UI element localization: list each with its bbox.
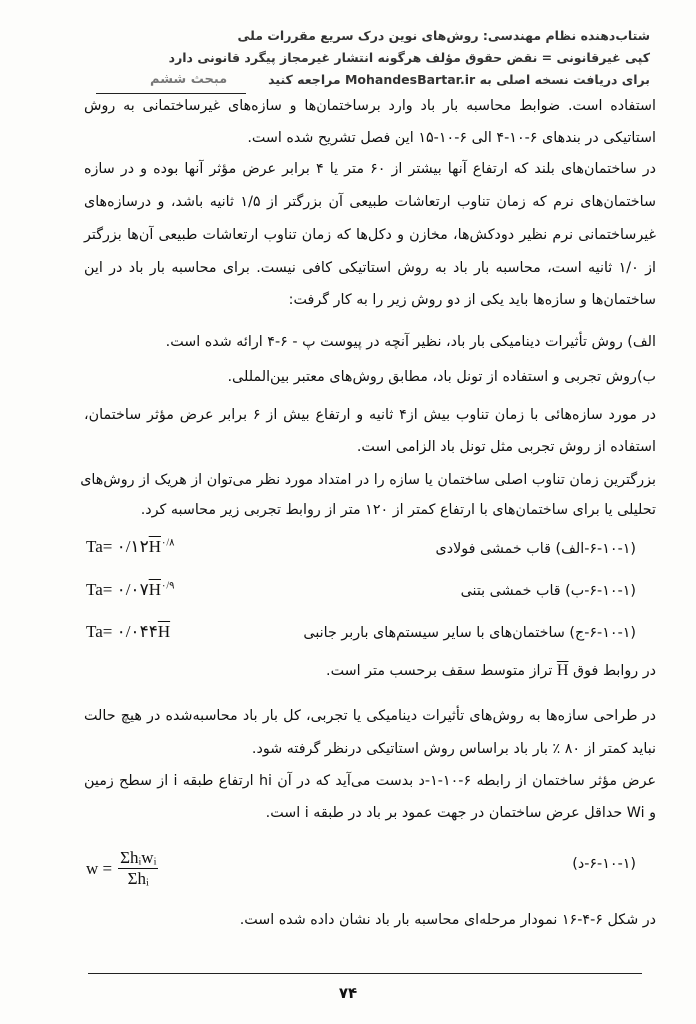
equation-label: (۶-۱۰-۱-ب) قاب خمشی بتنی [460,583,636,599]
paragraph-line: در روابط فوق H تراز متوسط سقف برحسب متر است. [326,662,656,679]
paragraph-line: ساختمان‌ها و سازه‌ها باید یکی از دو روش زیر را به کار گرفت: [288,292,656,308]
equation-label: (۶-۱۰-۱-ج) ساختمان‌های با سایر سیستم‌های باربر جانبی [303,625,636,641]
equation-label: (۶-۱۰-۱-د) [572,856,636,872]
paragraph-line: در شکل ۶-۴-۱۶ نمودار مرحله‌ای محاسبه بار باد نشان داده شده است. [239,912,656,928]
paragraph-line: در ساختمان‌های بلند که ارتفاع آنها بیشتر از ۶۰ متر یا ۴ برابر عرض مؤثر آنها بوده و در سازه [84,161,656,177]
paragraph-line: تحلیلی یا برای ساختمان‌های با ارتفاع کمتر از ۱۲۰ متر از روابط تجربی زیر محاسبه کرد. [140,502,656,518]
paragraph-line: بزرگترین زمان تناوب اصلی ساختمان یا سازه را در امتداد مورد نظر می‌توان از هریک از روش‌های [80,472,656,488]
list-item-b: ب)روش تجربی و استفاده از تونل باد، مطابق روش‌های معتبر بین‌المللی. [227,369,656,385]
header-copyright: کپی غیرقانونی = نقض حقوق مؤلف هرگونه انتشار غیرمجاز پیگرد قانونی دارد [168,50,650,65]
paragraph-line: غیرساختمانی نرم نظیر دودکش‌ها، مخازن و دکل‌ها که زمان تناوب ارتعاشات طبیعی آن‌ها بزرگتر [84,227,656,243]
equation-formula: $Ta= ۰/۰۷\overline{H}^{۰/۹}$ [86,580,175,599]
paragraph-line: از ۱/۰ ثانیه است، محاسبه بار باد به روش استاتیکی کافی نیست. برای محاسبه بار باد در این [84,260,656,276]
header-title: شتاب‌دهنده نظام مهندسی: روش‌های نوین درک سریع مقررات ملی [237,28,650,43]
paragraph-line: و Wi حداقل عرض ساختمان در جهت عمود بر باد در طبقه i است. [265,805,656,821]
paragraph-line: نباید کمتر از ۸۰ ٪ بار باد براساس روش استاتیکی درنظر گرفته شود. [251,741,656,757]
chapter-title: مبحث ششم [150,72,228,87]
equation-effective-width: w = Σhᵢwᵢ Σhᵢ [86,848,157,888]
list-item-a: الف) روش تأثیرات دینامیکی بار باد، نظیر آنچه در پیوست پ - ۶-۴ ارائه شده است. [165,334,656,350]
paragraph-line: ساختمان‌های نرم که زمان تناوب ارتعاشات طبیعی آن بزرگتر از ۱/۵ ثانیه باشد، و درسازه‌های [84,194,656,210]
header-rule [96,93,246,94]
paragraph-line: استاتیکی در بندهای ۶-۱۰-۴ الی ۶-۱۰-۱۵ این فصل تشریح شده است. [247,130,656,146]
footer-rule [88,973,642,974]
paragraph-line: در طراحی سازه‌ها به روش‌های تأثیرات دینامیکی یا تجربی، کل بار باد محاسبه‌شده در هیچ حالت [84,708,656,724]
paragraph-line: عرض مؤثر ساختمان از رابطه ۶-۱۰-۱-د بدست می‌آید که در آن hi ارتفاع طبقه i از سطح زمین [84,773,656,789]
equation-formula: $Ta= ۰/۰۴۴\overline{H}$ [86,622,171,641]
page-number: ۷۴ [338,984,358,1002]
paragraph-line: استفاده از روش تجربی مثل تونل باد الزامی است. [356,439,656,455]
equation-label: (۶-۱۰-۱-الف) قاب خمشی فولادی [435,541,636,557]
equation-formula: $Ta= ۰/۱۲\overline{H}^{۰/۸}$ [86,537,175,556]
paragraph-line: استفاده است. ضوابط محاسبه بار باد وارد برساختمان‌ها و سازه‌های غیرساختمانی به روش [84,98,656,114]
header-website: برای دریافت نسخه اصلی به MohandesBartar.ir مراجعه کنید [268,72,650,87]
paragraph-line: در مورد سازه‌هائی با زمان تناوب بیش از۴ ثانیه و ارتفاع بیش از ۶ برابر عرض مؤثر ساختمان، [84,407,656,423]
